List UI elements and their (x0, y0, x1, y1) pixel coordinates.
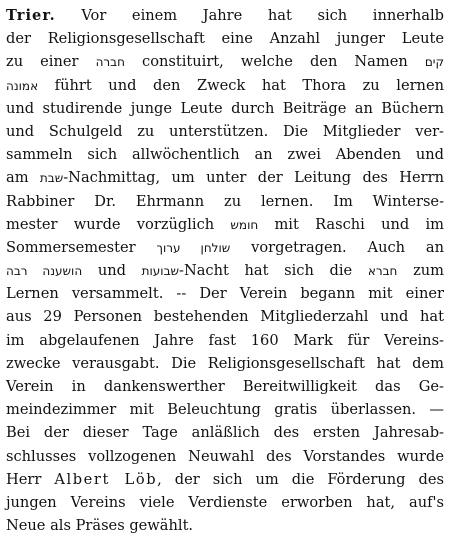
article-line: im abgelaufenen Jahre fast 160 Mark für Vereins- (6, 331, 444, 349)
article-line: der Religionsgesellschaft eine Anzahl junger Leute (6, 30, 444, 48)
article-line (6, 236, 444, 259)
line-text: Vor einem Jahre hat sich innerhalb (55, 7, 444, 24)
article-line (6, 468, 444, 491)
line-text: vorgetragen. Auch an (230, 238, 445, 256)
article-line (6, 4, 444, 27)
hebrew-word: שולחן ערוך (156, 240, 231, 255)
article-line (6, 213, 444, 236)
hebrew-word: שבת (39, 171, 64, 186)
hebrew-word: אמונה (6, 78, 39, 93)
article-line (6, 259, 444, 282)
line-text: -Nachmittag, um unter der Leitung des Herrn (63, 169, 445, 187)
article-line (6, 50, 444, 73)
newspaper-article (6, 4, 444, 537)
line-text: zu einer (6, 53, 96, 71)
line-text: am (6, 169, 40, 187)
article-line: Rabbiner Dr. Ehrmann zu lernen. Im Winterse- (6, 192, 444, 210)
line-text: Herr (6, 470, 55, 488)
line-text: , der sich um die Förderung des (157, 470, 444, 488)
hebrew-word: חברה (95, 55, 125, 70)
person-name: Albert Löb (54, 470, 158, 488)
line-text: Sommersemester (6, 238, 157, 256)
line-text: mit Raschi und im (258, 215, 444, 233)
article-line: meindezimmer mit Beleuchtung gratis überlassen. — (6, 401, 444, 419)
hebrew-word: שבועות (141, 264, 180, 279)
line-text: mester wurde vorzüglich (6, 215, 231, 233)
article-line: Verein in dankenswerther Bereitwilligkeit das Ge- (6, 378, 444, 395)
line-text: constituirt, welche den Namen (124, 53, 425, 71)
article-line: und Schulgeld zu unterstützen. Die Mitglieder ver- (6, 122, 444, 140)
article-line: zwecke verausgabt. Die Religionsgesellschaft hat dem (6, 354, 444, 372)
hebrew-word: חומש (230, 217, 259, 232)
hebrew-word: הושענה רבה (6, 264, 83, 279)
hebrew-word: קים (424, 55, 445, 70)
article-line: sammeln sich allwöchentlich an zwei Abenden und (6, 146, 444, 164)
line-text: -Nacht hat sich die (179, 262, 368, 280)
article-line (6, 74, 444, 97)
article-line: schlusses vollzogenen Neuwahl des Vorstandes wurde (6, 447, 444, 465)
article-line: Lernen versammelt. -- Der Verein begann mit einer (6, 285, 444, 303)
dateline-place: Trier. (6, 7, 56, 24)
article-line: aus 29 Personen bestehenden Mitgliederzahl und hat (6, 308, 444, 326)
article-line: Neue als Präses gewählt. (6, 517, 194, 535)
article-line (6, 166, 444, 189)
line-text: und (82, 262, 142, 280)
article-line: und studirende junge Leute durch Beiträge an Büchern (6, 99, 444, 117)
hebrew-word: חברא (367, 264, 398, 279)
article-line: Bei der dieser Tage anläßlich des ersten Jahresab- (6, 424, 444, 442)
line-text: zum (397, 262, 444, 280)
line-text: führt und den Zweck hat Thora zu lernen (38, 76, 444, 94)
article-line: jungen Vereins viele Verdienste erworben hat, auf's (6, 493, 444, 511)
